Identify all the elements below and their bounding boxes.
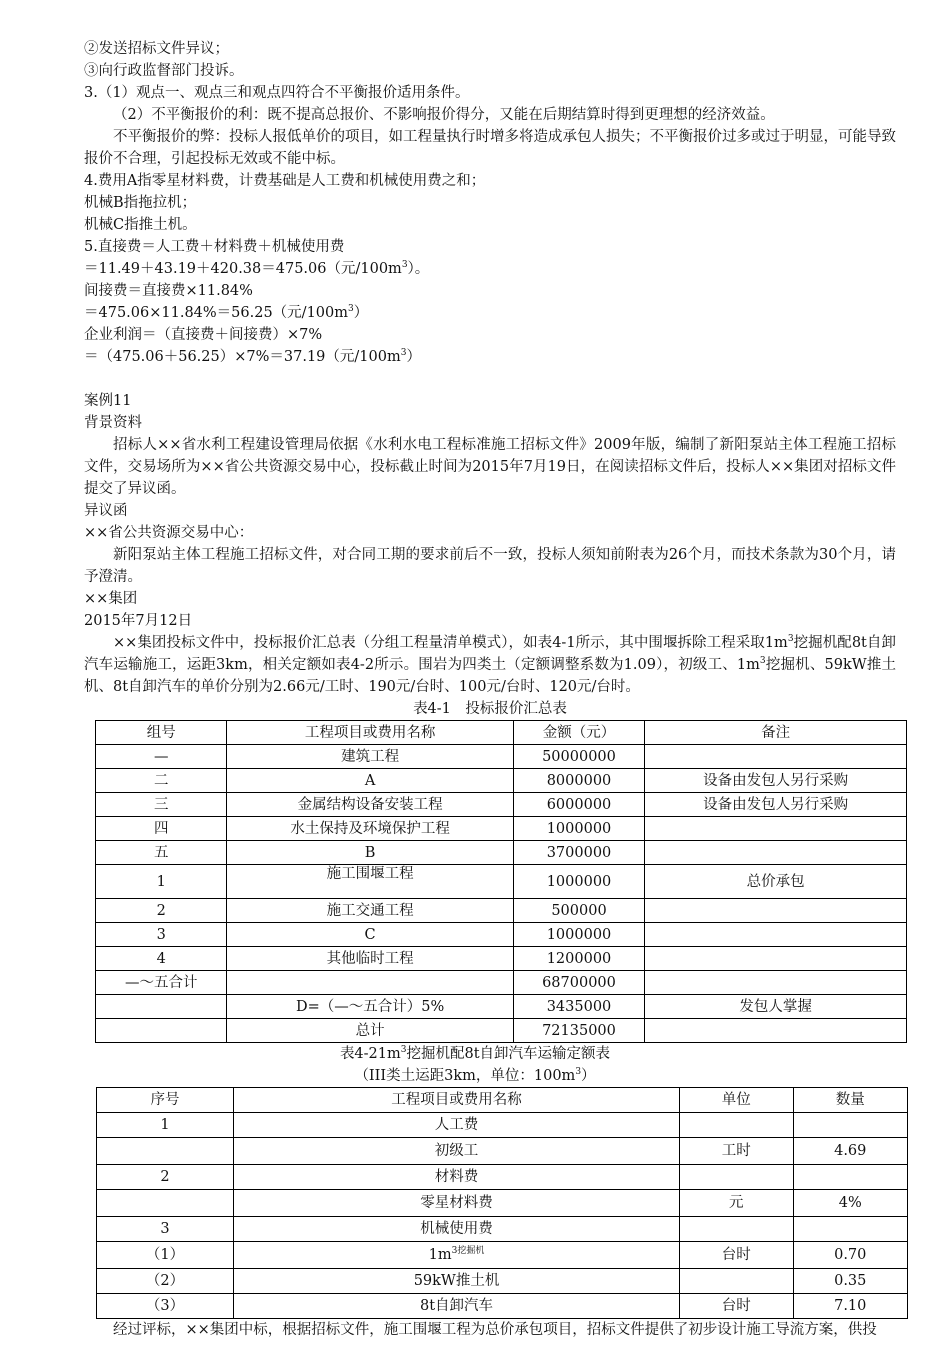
table-cell: 四 (96, 817, 227, 841)
para-text: 挖掘机配8t自卸汽车运输施工，运距3km，相关定额如表4-2所示。围岩为四类土（定额调整系数为1.09），初级工、1m (84, 635, 896, 673)
para-text: ××集团投标文件中，投标报价汇总表（分组工程量清单模式），如表4-1所示，其中围堰拆除工程采取1m (113, 635, 788, 651)
table-cell: C (227, 923, 513, 947)
table-row (97, 1294, 908, 1319)
table-cell (680, 1269, 793, 1294)
table-cell (96, 995, 227, 1019)
text-line: ××省公共资源交易中心： (84, 525, 254, 541)
table-row (96, 841, 907, 865)
table-row (97, 1138, 908, 1165)
table-cell: 二 (96, 769, 227, 793)
superscript: 3 (787, 634, 794, 645)
superscript: 3挖掘机 (451, 1246, 485, 1257)
text-line: 4.费用A指零星材料费，计费基础是人工费和机械使用费之和； (84, 173, 486, 189)
table-cell: 1 (96, 865, 227, 899)
table-cell: 金属结构设备安装工程 (227, 793, 513, 817)
table-cell: 2 (96, 899, 227, 923)
table-cell (97, 1190, 234, 1217)
table-cell: 三 (96, 793, 227, 817)
table-cell (680, 1113, 793, 1138)
table-row (96, 947, 907, 971)
table-cell: 1200000 (513, 947, 644, 971)
table-cell: 0.35 (793, 1269, 908, 1294)
formula-text: ）。 (407, 261, 430, 277)
table-cell: —～五合计 (96, 971, 227, 995)
table-cell: — (96, 745, 227, 769)
table-cell (680, 1217, 793, 1242)
table-cell (645, 947, 907, 971)
table-cell: 材料费 (233, 1165, 679, 1190)
table-row (96, 817, 907, 841)
superscript: 3 (575, 1067, 582, 1078)
table-cell: 元 (680, 1190, 793, 1217)
formula-text: ＝（475.06＋56.25）×7%＝37.19（元/100m (84, 349, 401, 365)
table-cell: 初级工 (233, 1138, 679, 1165)
table-cell: 零星材料费 (233, 1190, 679, 1217)
document-body (84, 38, 896, 1341)
formula-text: ＝475.06×11.84%＝56.25（元/100m (84, 305, 348, 321)
table-header-row (97, 1088, 908, 1113)
caption-text: 表4-21m (339, 1046, 401, 1062)
caption-text: （III类土运距3km，单位：100m (354, 1068, 576, 1084)
table-cell (793, 1113, 908, 1138)
table-cell: 台时 (680, 1242, 793, 1269)
table-cell: 4 (96, 947, 227, 971)
table-cell: 68700000 (513, 971, 644, 995)
section-title: 背景资料 (84, 415, 142, 431)
table-cell (645, 745, 907, 769)
superscript: 3 (348, 304, 354, 315)
table-cell: 8t自卸汽车 (233, 1294, 679, 1319)
caption-text: ） (581, 1068, 596, 1084)
table-cell: 3 (96, 923, 227, 947)
superscript: 3 (401, 260, 408, 271)
table-cell (645, 1019, 907, 1043)
table-cell: 3 (97, 1217, 234, 1242)
table-cell: 1000000 (513, 923, 644, 947)
table-row (97, 1113, 908, 1138)
header-cell: 金额（元） (513, 721, 644, 745)
table-row (97, 1165, 908, 1190)
table-cell: （3） (97, 1294, 234, 1319)
table-cell: 500000 (513, 899, 644, 923)
table-cell (793, 1165, 908, 1190)
caption-text: 挖掘机配8t自卸汽车运输定额表 (406, 1046, 611, 1062)
superscript: 3 (400, 348, 407, 359)
table-cell: （2） (97, 1269, 234, 1294)
table-cell (645, 841, 907, 865)
date: 2015年7月12日 (84, 613, 193, 629)
table-row (96, 899, 907, 923)
header-cell: 工程项目或费用名称 (227, 721, 513, 745)
header-cell: 单位 (680, 1088, 793, 1113)
table-cell (793, 1217, 908, 1242)
table-cell: 总计 (227, 1019, 513, 1043)
header-cell: 数量 (793, 1088, 908, 1113)
table-cell: B (227, 841, 513, 865)
table-cell (227, 971, 513, 995)
formula-line (84, 258, 896, 280)
table-header-row (96, 721, 907, 745)
table-cell: 机械使用费 (233, 1217, 679, 1242)
table-cell: 建筑工程 (227, 745, 513, 769)
table-cell (645, 899, 907, 923)
text-line: 5.直接费＝人工费＋材料费＋机械使用费 (84, 239, 345, 255)
signer: ××集团 (84, 591, 138, 607)
text-paragraph: 招标人××省水利工程建设管理局依据《水利水电工程标准施工招标文件》2009年版，编制了新阳泵站主体工程施工招标文件，交易场所为××省公共资源交易中心，投标截止时间为2015年7月19日，在阅读招标文件后，投标人××集团对招标文件提交了异议函。 (84, 437, 896, 497)
table-cell: 工时 (680, 1138, 793, 1165)
formula-line (84, 302, 896, 324)
table1-caption: 表4-1 投标报价汇总表 (413, 701, 567, 717)
quota-table (96, 1087, 908, 1319)
table-cell: 施工交通工程 (227, 899, 513, 923)
table-cell: 72135000 (513, 1019, 644, 1043)
table-cell: 五 (96, 841, 227, 865)
table-cell: A (227, 769, 513, 793)
superscript: 3 (400, 1045, 407, 1056)
table-cell: D=（—～五合计）5% (227, 995, 513, 1019)
table-cell (645, 817, 907, 841)
table-row (97, 1269, 908, 1294)
table-cell: 施工围堰工程 (227, 865, 513, 899)
text-line: ③向行政监督部门投诉。 (84, 63, 244, 79)
section-title: 异议函 (84, 503, 128, 519)
excavator-text: 1m (428, 1247, 452, 1263)
table2-subcaption (96, 1065, 854, 1087)
table-row (96, 865, 907, 899)
table-cell: 设备由发包人另行采购 (645, 769, 907, 793)
case-title: 案例11 (84, 393, 132, 409)
table-cell (645, 971, 907, 995)
table-cell: 水土保持及环境保护工程 (227, 817, 513, 841)
table-cell: 2 (97, 1165, 234, 1190)
text-paragraph: 不平衡报价的弊：投标人报低单价的项目，如工程量执行时增多将造成承包人损失；不平衡报价过多或过于明显，可能导致报价不合理，引起投标无效或不能中标。 (84, 129, 896, 167)
table-row (96, 971, 907, 995)
text-paragraph (84, 632, 896, 698)
table-cell: 总价承包 (645, 865, 907, 899)
table-cell: 0.70 (793, 1242, 908, 1269)
para-text: 挖掘机、59kW推土机、8t自卸汽车的单价分别为2.66元/工时、190元/台时、100元/台时、120元/台时。 (84, 657, 896, 695)
table-row (96, 1019, 907, 1043)
table-cell (645, 923, 907, 947)
table-cell: 3435000 (513, 995, 644, 1019)
text-line: （2）不平衡报价的利：既不提高总报价、不影响报价得分，又能在后期结算时得到更理想的经济效益。 (113, 107, 775, 123)
table-cell: 50000000 (513, 745, 644, 769)
table-cell: （1） (97, 1242, 234, 1269)
table-cell: 设备由发包人另行采购 (645, 793, 907, 817)
header-cell: 工程项目或费用名称 (233, 1088, 679, 1113)
table-cell: 1000000 (513, 817, 644, 841)
text-line: 企业利润＝（直接费＋间接费）×7% (84, 327, 323, 343)
text-line: 间接费＝直接费×11.84% (84, 283, 253, 299)
spacer (84, 368, 896, 390)
table-cell: 其他临时工程 (227, 947, 513, 971)
table-cell: 发包人掌握 (645, 995, 907, 1019)
formula-text: ） (406, 349, 421, 365)
table-cell: 3700000 (513, 841, 644, 865)
table-cell: 7.10 (793, 1294, 908, 1319)
table-row (96, 745, 907, 769)
text-line: 经过评标，××集团中标，根据招标文件，施工围堰工程为总价承包项目，招标文件提供了初步设计施工导流方案，供投 (113, 1322, 877, 1338)
table-row (97, 1190, 908, 1217)
table-row (96, 793, 907, 817)
header-cell: 备注 (645, 721, 907, 745)
text-paragraph: 新阳泵站主体工程施工招标文件，对合同工期的要求前后不一致，投标人须知前附表为26个月，而技术条款为30个月，请予澄清。 (84, 547, 896, 585)
formula-text: ） (353, 305, 369, 321)
formula-text: ＝11.49＋43.19＋420.38＝475.06（元/100m (84, 261, 402, 277)
table-cell (97, 1138, 234, 1165)
table-row (96, 769, 907, 793)
table-cell: 6000000 (513, 793, 644, 817)
bid-summary-table (95, 720, 907, 1043)
table-cell: 4% (793, 1190, 908, 1217)
text-line: 机械C指推土机。 (84, 217, 197, 233)
table2-caption (96, 1043, 854, 1065)
text-line: 机械B指拖拉机； (84, 195, 197, 211)
formula-line (84, 346, 896, 368)
table-cell: 8000000 (513, 769, 644, 793)
text-line: 3.（1）观点一、观点三和观点四符合不平衡报价适用条件。 (84, 85, 470, 101)
table-cell: 台时 (680, 1294, 793, 1319)
header-cell: 序号 (97, 1088, 234, 1113)
table-row (96, 995, 907, 1019)
table-cell (96, 1019, 227, 1043)
table-cell (680, 1165, 793, 1190)
table-cell (233, 1242, 679, 1269)
table-cell: 人工费 (233, 1113, 679, 1138)
header-cell: 组号 (96, 721, 227, 745)
table-cell: 1 (97, 1113, 234, 1138)
table-row (97, 1242, 908, 1269)
superscript: 3 (759, 656, 766, 667)
table-cell: 4.69 (793, 1138, 908, 1165)
text-line: ②发送招标文件异议； (84, 41, 229, 57)
table-row (96, 923, 907, 947)
table-row (97, 1217, 908, 1242)
table-cell: 1000000 (513, 865, 644, 899)
table-cell: 59kW推土机 (233, 1269, 679, 1294)
